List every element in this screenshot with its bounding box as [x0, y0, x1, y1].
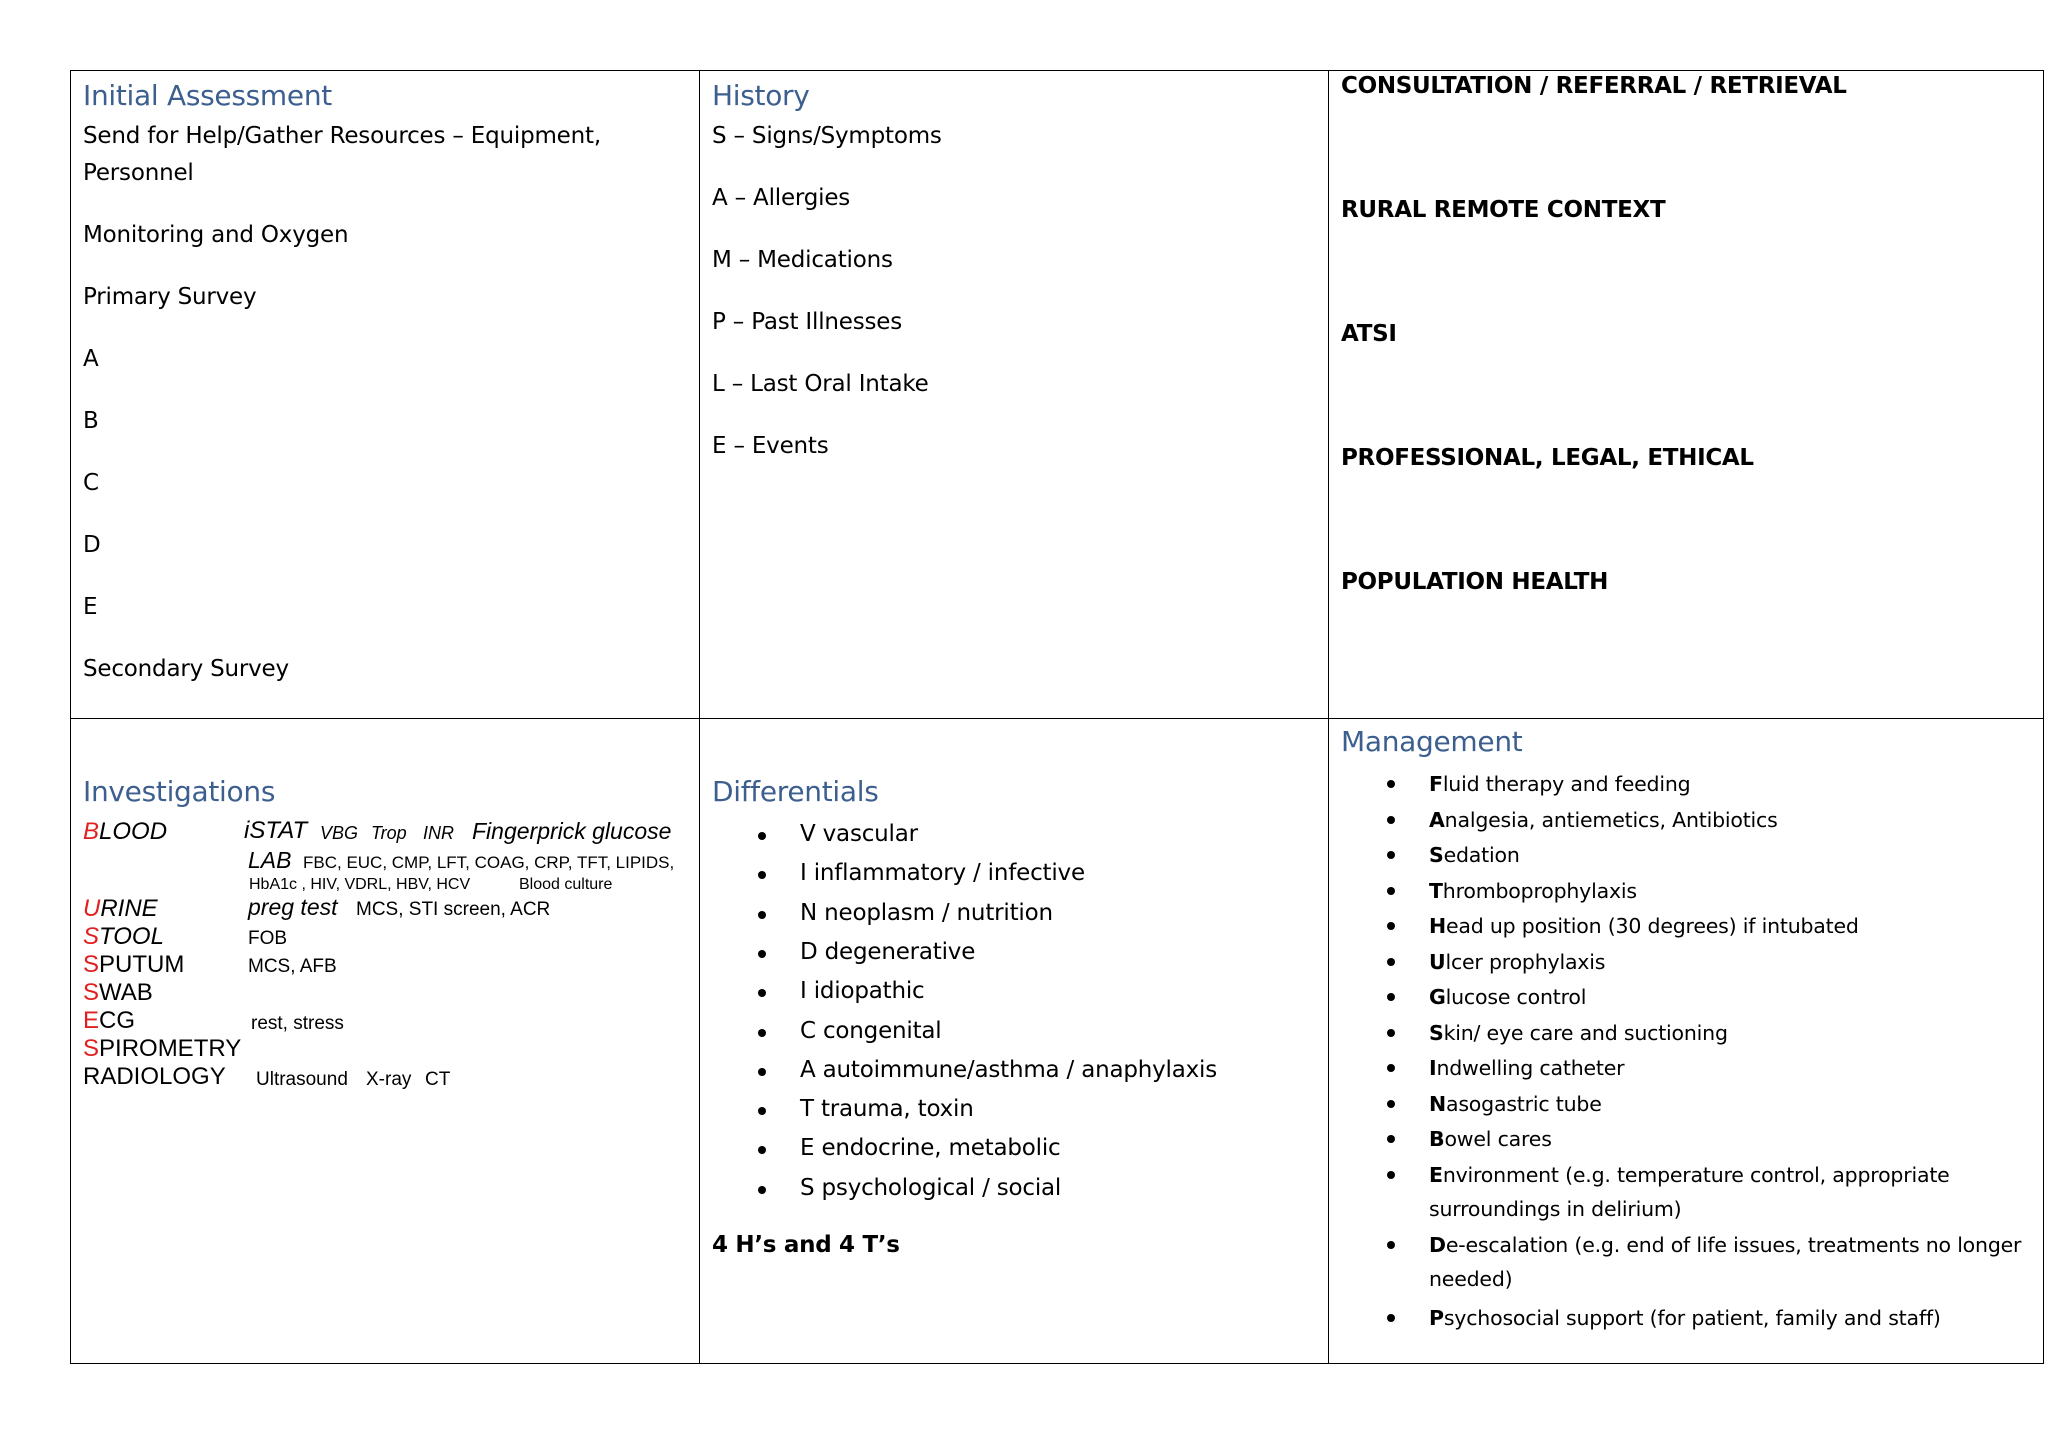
history-heading: History: [712, 79, 810, 112]
differential-item: I idiopathic: [800, 978, 925, 1005]
stool-label: STOOL: [83, 923, 164, 950]
sputum-label: SPUTUM: [83, 951, 185, 978]
fingerprick-label: Fingerprick glucose: [472, 818, 672, 844]
management-item: Thromboprophylaxis: [1429, 878, 1637, 903]
bullet-icon: [1387, 1241, 1395, 1249]
bullet-icon: [758, 950, 766, 958]
consultation-cell: [1329, 71, 2044, 719]
sputum-tests: MCS, AFB: [248, 956, 337, 977]
lab-label: LAB: [248, 847, 292, 873]
swab-label: SWAB: [83, 979, 153, 1006]
preg-test-label: preg test: [248, 894, 338, 920]
initial-item: D: [83, 532, 101, 558]
bullet-icon: [1387, 1064, 1395, 1072]
bullet-icon: [1387, 780, 1395, 788]
bullet-icon: [1387, 993, 1395, 1001]
vbg-label: VBG: [320, 823, 359, 843]
history-item: M – Medications: [712, 247, 893, 273]
lab-tests: FBC, EUC, CMP, LFT, COAG, CRP, TFT, LIPIDS,: [303, 853, 675, 872]
management-item: Ulcer prophylaxis: [1429, 949, 1606, 974]
management-item: Glucose control: [1429, 985, 1587, 1009]
spirometry-label: SPIROMETRY: [83, 1035, 242, 1062]
bullet-icon: [758, 1146, 766, 1154]
bullet-icon: [758, 911, 766, 919]
summary-table: [70, 70, 2044, 1364]
trop-label: Trop: [371, 823, 407, 843]
history-item: A – Allergies: [712, 185, 851, 211]
consult-heading: PROFESSIONAL, LEGAL, ETHICAL: [1341, 445, 1754, 471]
initial-assessment-cell: [71, 71, 700, 719]
bullet-icon: [1387, 1100, 1395, 1108]
differential-item: I inflammatory / infective: [800, 860, 1085, 887]
management-item: Indwelling catheter: [1429, 1056, 1625, 1080]
bullet-icon: [1387, 887, 1395, 895]
differential-item: D degenerative: [800, 938, 976, 965]
differential-item: C congenital: [800, 1017, 942, 1044]
initial-item: B: [83, 408, 99, 434]
lab-tests-2: HbA1c , HIV, VDRL, HBV, HCV: [249, 876, 471, 893]
bullet-icon: [758, 1186, 766, 1194]
radiology-label: RADIOLOGY: [83, 1063, 226, 1090]
history-item: L – Last Oral Intake: [712, 371, 929, 397]
bullet-icon: [1387, 958, 1395, 966]
differentials-footer: 4 H’s and 4 T’s: [712, 1232, 900, 1258]
urine-tests: MCS, STI screen, ACR: [356, 899, 551, 920]
istat-label: iSTAT: [244, 817, 308, 844]
management-cell: [1329, 719, 2044, 1364]
ecg-tests: rest, stress: [251, 1013, 344, 1034]
management-item: Head up position (30 degrees) if intubated: [1429, 914, 1859, 938]
initial-item: A: [83, 346, 99, 372]
management-item: Sedation: [1429, 843, 1520, 867]
consult-heading: CONSULTATION / REFERRAL / RETRIEVAL: [1341, 73, 1847, 99]
history-item: E – Events: [712, 433, 829, 459]
management-item: Analgesia, antiemetics, Antibiotics: [1429, 807, 1778, 832]
bullet-icon: [1387, 816, 1395, 824]
differentials-cell: [700, 719, 1329, 1364]
blood-culture: Blood culture: [519, 876, 613, 893]
differential-item: T trauma, toxin: [800, 1096, 974, 1123]
bullet-icon: [1387, 1029, 1395, 1037]
bullet-icon: [758, 832, 766, 840]
bullet-icon: [758, 1029, 766, 1037]
investigations-heading: Investigations: [83, 775, 276, 808]
initial-item: Monitoring and Oxygen: [83, 222, 349, 248]
history-cell: [700, 71, 1329, 719]
initial-item: Send for Help/Gather Resources – Equipment,: [83, 123, 601, 149]
management-heading: Management: [1341, 725, 1523, 758]
bullet-icon: [758, 989, 766, 997]
urine-label: URINE: [83, 895, 158, 922]
bullet-icon: [1387, 1135, 1395, 1143]
management-item: Environment (e.g. temperature control, appropriate surroundings in delirium): [1429, 1162, 1950, 1221]
initial-item: C: [83, 470, 99, 496]
xray-label: X-ray: [366, 1069, 412, 1090]
management-item: Skin/ eye care and suctioning: [1429, 1020, 1728, 1045]
management-item: De-escalation (e.g. end of life issues, treatments no longer needed): [1429, 1232, 2022, 1291]
stool-tests: FOB: [248, 928, 288, 949]
bullet-icon: [758, 871, 766, 879]
blood-label: BLOOD: [83, 818, 168, 845]
differentials-heading: Differentials: [712, 775, 879, 808]
history-item: P – Past Illnesses: [712, 309, 903, 335]
bullet-icon: [758, 1068, 766, 1076]
initial-item: Primary Survey: [83, 284, 257, 310]
differential-item: V vascular: [800, 821, 918, 847]
consult-heading: ATSI: [1341, 321, 1397, 347]
differential-item: N neoplasm / nutrition: [800, 899, 1053, 926]
investigations-cell: [71, 719, 700, 1364]
differential-item: A autoimmune/asthma / anaphylaxis: [800, 1056, 1218, 1083]
management-item: Psychosocial support (for patient, family and staff): [1429, 1305, 1941, 1330]
initial-item: Secondary Survey: [83, 656, 289, 682]
consult-heading: RURAL REMOTE CONTEXT: [1341, 197, 1666, 223]
history-item: S – Signs/Symptoms: [712, 123, 942, 149]
bullet-icon: [1387, 922, 1395, 930]
initial-item: E: [83, 594, 98, 620]
bullet-icon: [758, 1107, 766, 1115]
bullet-icon: [1387, 1171, 1395, 1179]
initial-item: Personnel: [83, 160, 194, 186]
ct-label: CT: [425, 1069, 451, 1090]
bullet-icon: [1387, 851, 1395, 859]
bullet-icon: [1387, 1314, 1395, 1322]
management-item: Nasogastric tube: [1429, 1091, 1602, 1116]
inr-label: INR: [423, 823, 454, 843]
management-item: Bowel cares: [1429, 1127, 1552, 1151]
ultrasound-label: Ultrasound: [256, 1069, 348, 1090]
differential-item: S psychological / social: [800, 1174, 1062, 1201]
ecg-label: ECG: [83, 1007, 136, 1034]
consult-heading: POPULATION HEALTH: [1341, 569, 1609, 595]
differential-item: E endocrine, metabolic: [800, 1135, 1061, 1162]
initial-assessment-heading: Initial Assessment: [83, 79, 332, 112]
management-item: Fluid therapy and feeding: [1429, 772, 1691, 796]
